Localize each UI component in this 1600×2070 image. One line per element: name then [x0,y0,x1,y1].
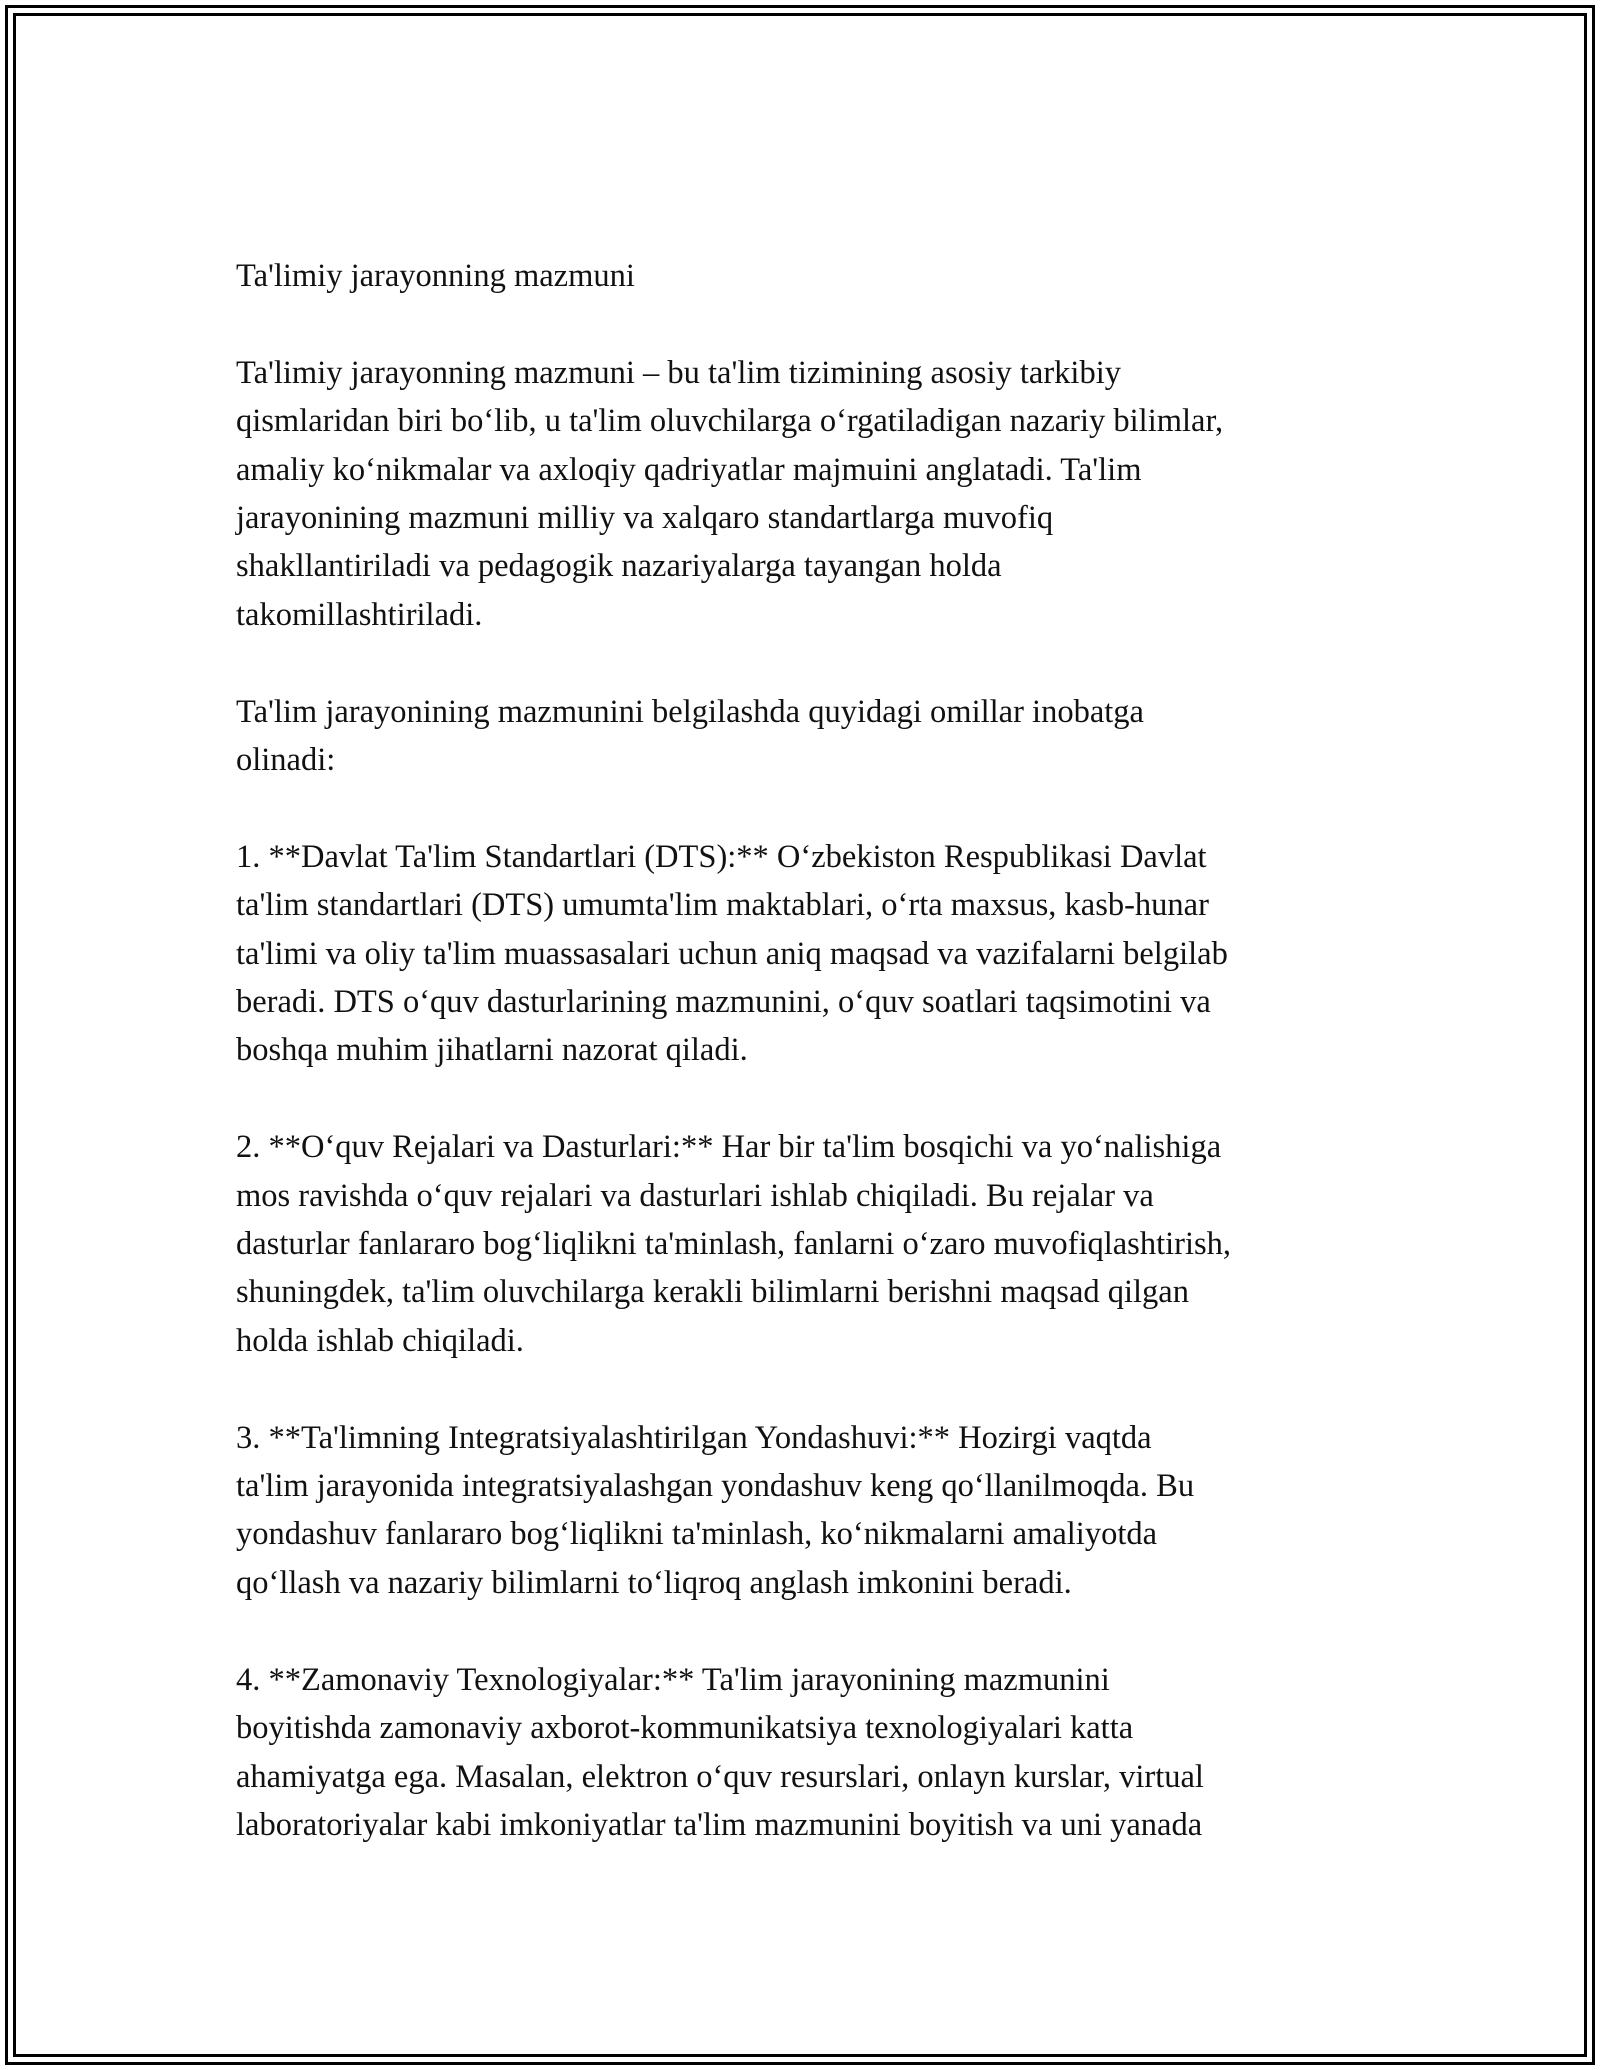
list-item-modern-technologies: 4. **Zamonaviy Texnologiyalar:** Ta'lim jarayonining mazmunini boyitishda zamonaviy axborot-kommunikatsiya texnologiyalari katta ahamiyatga ega. Masalan, elektron o‘quv resurslari, onlayn kurslar, virtual laboratoriyalar kabi imkoniyatlar ta'lim mazmunini boyitish va uni yanada [236,1661,1204,1843]
paragraph-intro: Ta'limiy jarayonning mazmuni – bu ta'lim tizimining asosiy tarkibiy qismlaridan biri bo‘lib, u ta'lim oluvchilarga o‘rgatiladigan nazariy bilimlar, amaliy ko‘nikmalar va axloqiy qadriyatlar majmuini anglatadi. Ta'lim jarayonining mazmuni milliy va xalqaro standartlarga muvofiq shakllantiriladi va pedagogik nazariyalarga tayangan holda takomillashtiriladi. [236,354,1224,633]
paragraph-factors-lead: Ta'lim jarayonining mazmunini belgilashda quyidagi omillar inobatga olinadi: [236,693,1144,779]
document-body [236,252,1376,1898]
document-title: Ta'limiy jarayonning mazmuni [236,258,635,294]
list-item-curricula: 2. **O‘quv Rejalari va Dasturlari:** Har bir ta'lim bosqichi va yo‘nalishiga mos ravishda o‘quv rejalari va dasturlari ishlab chiqiladi. Bu rejalar va dasturlar fanlararo bog‘liqlikni ta'minlash, fanlarni o‘zaro muvofiqlashtirish, shuningdek, ta'lim oluvchilarga kerakli bilimlarni berishni maqsad qilgan holda ishlab chiqiladi. [236,1129,1232,1359]
list-item-integrated-approach: 3. **Ta'limning Integratsiyalashtirilgan Yondashuvi:** Hozirgi vaqtda ta'lim jarayonida integratsiyalashgan yondashuv keng qo‘llanilmoqda. Bu yondashuv fanlararo bog‘liqlikni ta'minlash, ko‘nikmalarni amaliyotda qo‘llash va nazariy bilimlarni to‘liqroq anglash imkonini beradi. [236,1419,1195,1601]
list-item-dts: 1. **Davlat Ta'lim Standartlari (DTS):** O‘zbekiston Respublikasi Davlat ta'lim standartlari (DTS) umumta'lim maktablari, o‘rta maxsus, kasb-hunar ta'limi va oliy ta'lim muassasalari uchun aniq maqsad va vazifalarni belgilab beradi. DTS o‘quv dasturlarining mazmunini, o‘quv soatlari taqsimotini va boshqa muhim jihatlarni nazorat qiladi. [236,838,1228,1069]
